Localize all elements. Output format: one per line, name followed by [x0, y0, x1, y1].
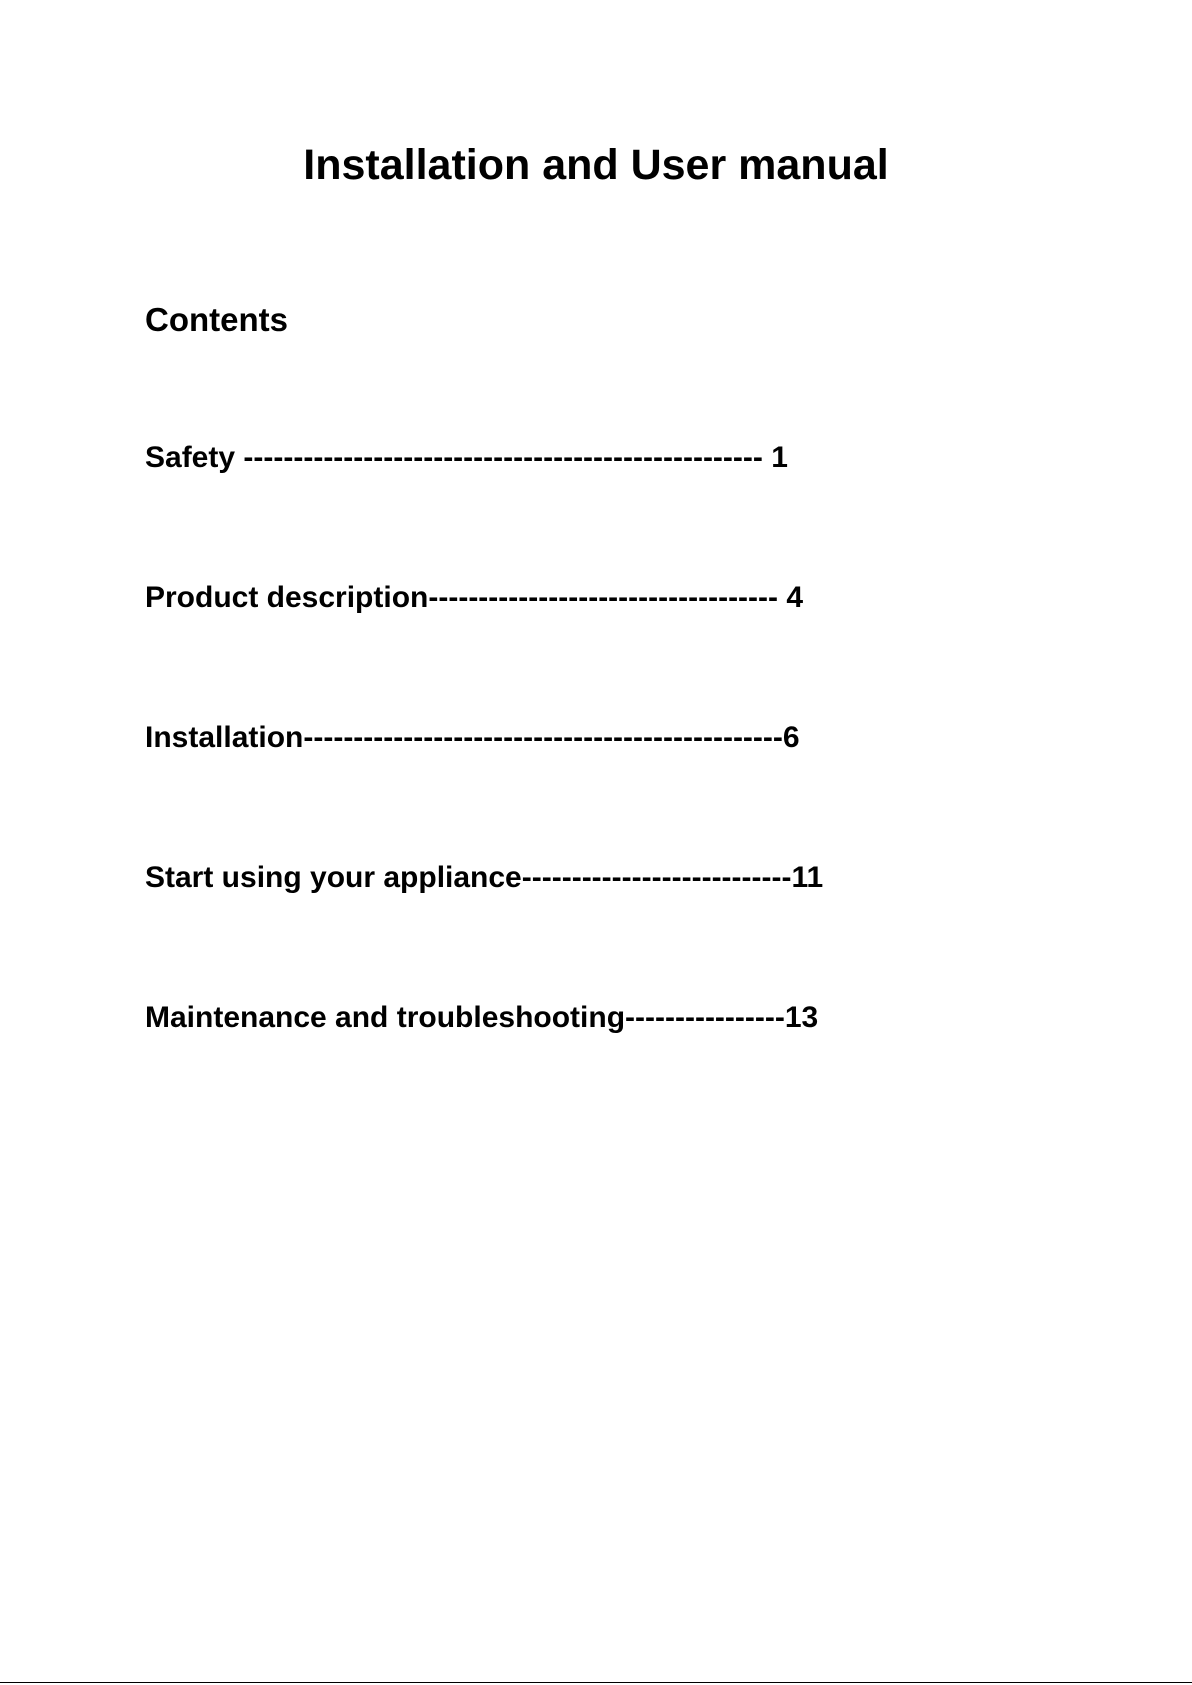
toc-entry-leader: ----------------: [625, 1001, 785, 1034]
toc-entry-page: 6: [782, 721, 800, 754]
toc-entry-leader: ---------------------------: [521, 861, 792, 894]
toc-entry-safety: [145, 440, 788, 476]
document-title: Installation and User manual: [303, 141, 889, 189]
toc-entry-leader: ----------------------------------------------------: [243, 441, 763, 474]
toc-entry-leader: -----------------------------------: [428, 581, 779, 614]
toc-entry-product-description: [145, 580, 803, 616]
toc-entry-page: 1: [762, 441, 788, 474]
toc-entry-leader: ------------------------------------------------: [303, 721, 783, 754]
toc-entry-page: 4: [778, 581, 804, 614]
toc-entry-page: 13: [784, 1001, 819, 1034]
toc-entry-title: Safety: [145, 441, 244, 474]
toc-entry-title: Installation: [145, 721, 304, 754]
toc-entry-start-using: [145, 860, 823, 896]
toc-entry-maintenance: [145, 1000, 818, 1036]
contents-heading: Contents: [145, 301, 288, 338]
toc-entry-installation: [145, 720, 800, 756]
toc-entry-page: 11: [791, 861, 824, 894]
toc-entry-title: Product description: [145, 581, 429, 614]
toc-entry-title: Maintenance and troubleshooting: [145, 1001, 626, 1034]
page-bottom-rule: [0, 1682, 1192, 1683]
toc-entry-title: Start using your appliance: [145, 861, 522, 894]
